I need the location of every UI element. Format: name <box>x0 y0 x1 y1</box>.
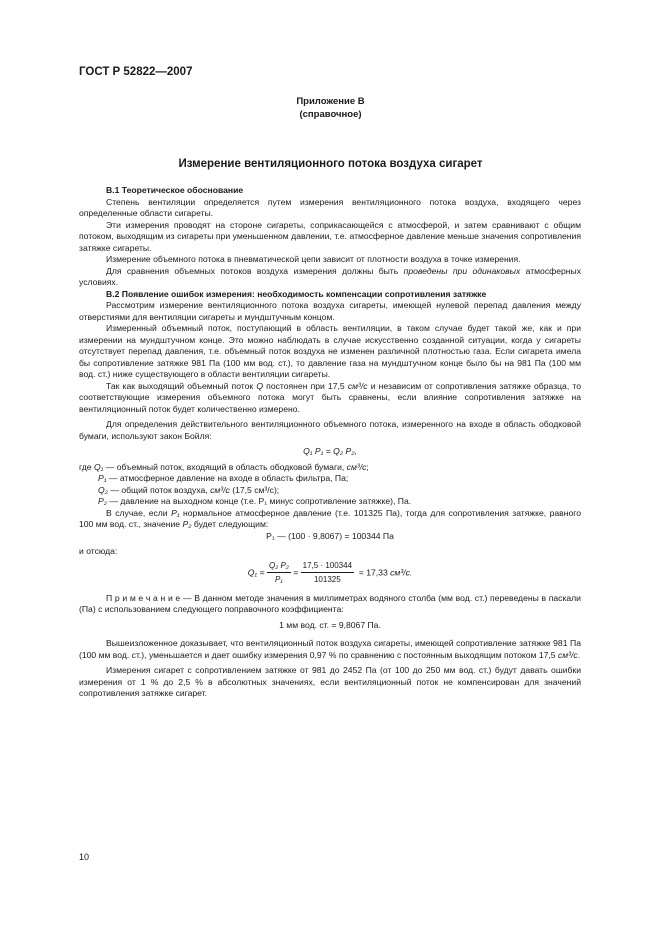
formula-boyle: Q₁ P₁ = Q₂ P₂, <box>303 446 357 456</box>
paragraph: Измерения сигарет с сопротивлением затяжке от 981 до 2452 Па (от 100 до 250 мм вод. ст.) будут давать ошибки измерения от 1 % до 2,5 % в абсолютных значениях, если вентиляционный поток не компенсирован для значений сопротивления затяжке сигарет. <box>79 665 581 698</box>
note: П р и м е ч а н и е — В данном методе значения в миллиметрах водяного столба (мм вод. ст.) переведены в паскали (Па) с использованием следующего поправочного коэффициента: <box>79 592 581 614</box>
paragraph: Измеренный объемный поток, поступающий в область вентиляции, в таком случае будет такой же, как и при измерении на мундштучном конце. Это можно наблюдать в случае искусственно созданной ситуации, когда у сигареты отсутствует перепад давления, т.е. объемный поток воздуха не изменен различной плотностью газа. Если сигарета имела бы сопротивление затяжке 981 Па (100 мм вод. ст.), то давление газа на мундштучном конце было бы на 981 Па (100 мм вод. ст.) ниже существующего в области вентиляции сигареты. <box>79 323 581 379</box>
section-heading-b1: В.1 Теоретическое обоснование <box>106 185 244 195</box>
section-heading-b2: В.2 Появление ошибок измерения: необходимость компенсации сопротивления затяжке <box>106 288 487 299</box>
paragraph: Рассмотрим измерение вентиляционного потока воздуха сигареты, имеющей нулевой перепад давления между отверстиями для вентиляции сигареты и мундштучным концом. <box>79 300 581 322</box>
annex-label: Приложение В <box>296 96 365 107</box>
where-item: где Q₁ — объемный поток, входящий в область ободковой бумаги, см³/с; <box>79 461 369 472</box>
where-item: P₁ — атмосферное давление на входе в область фильтра, Па; <box>98 473 349 483</box>
document-body <box>79 185 581 700</box>
paragraph: Так как выходящий объемный поток Q постоянен при 17,5 см³/с и независим от сопротивления затяжке образца, то соответствующие измерения объемного потока могут быть сравнены, если влияние сопротивления затяжке на вентиляционный поток будет количественно измерено. <box>79 380 581 414</box>
conversion-formula: 1 мм вод. ст. = 9,8067 Па. <box>279 619 381 630</box>
formula-p2: P₁ — (100 · 9,8067) = 100344 Па <box>266 530 394 541</box>
where-item: P₂ — давление на выходном конце (т.е. P₁ минус сопротивление затяжке), Па. <box>98 496 412 506</box>
paragraph: Измерение объемного потока в пневматической цепи зависит от плотности воздуха в точке измерения. <box>106 254 521 264</box>
document-header: ГОСТ Р 52822—2007 <box>79 66 193 78</box>
where-item: Q₂ — общий поток воздуха, см³/с (17,5 см³/с); <box>98 484 280 495</box>
paragraph: Вышеизложенное доказывает, что вентиляционный поток воздуха сигареты, имеющей сопротивление затяжке 981 Па (100 мм вод. ст.), уменьшается и дает ошибку измерения 0,97 % по сравнению с постоянным выходящим потоком 17,5 см³/с. <box>79 638 581 660</box>
annex-type: (справочное) <box>299 109 362 120</box>
paragraph: В случае, если P₁ нормальное атмосферное давление (т.е. 101325 Па), тогда для сопротивления затяжке, равного 100 мм вод. ст., значение P₂ будет следующим: <box>79 507 581 529</box>
page-number: 10 <box>79 852 90 862</box>
formula-q1: Q₁ = $\frac{\text{Q₂ P₂}}{\text{P₁}}$ = $\frac{17,5 \cdot 100344}{101325}$ = 17,33 см³/с. <box>247 560 413 584</box>
paragraph: Эти измерения проводят на стороне сигареты, соприкасающейся с атмосферой, и затем сравнивают с общим потоком, выходящим из сигареты при уменьшенном давлении, т.е. атмосферное давление меньше значения сопротивления затяжке сигареты. <box>79 219 581 253</box>
section-title: Измерение вентиляционного потока воздуха сигарет <box>178 158 483 170</box>
paragraph: Для сравнения объемных потоков воздуха измерения должны быть проведены при одинаковых атмосферных условиях. <box>79 265 581 287</box>
hence-label: и отсюда: <box>79 546 118 556</box>
paragraph: Для определения действительного вентиляционного объемного потока, измеренного на входе в область ободковой бумаги, используют закон Бойля: <box>79 419 581 441</box>
paragraph: Степень вентиляции определяется путем измерения вентиляционного потока воздуха, входящего через определенные области сигареты. <box>79 196 581 218</box>
